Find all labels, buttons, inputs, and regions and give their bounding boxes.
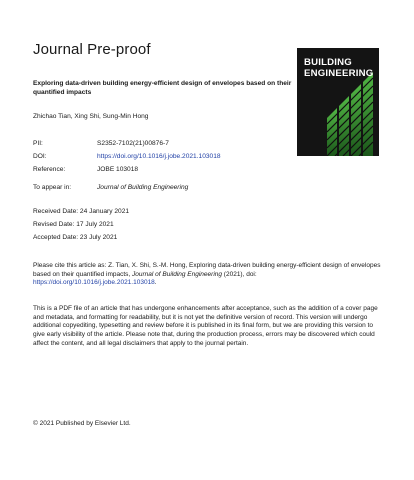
citation-paragraph <box>33 262 381 288</box>
accepted-date: Accepted Date: 23 July 2021 <box>33 234 118 241</box>
cover-title-line2: ENGINEERING <box>304 67 374 79</box>
journal-header: Journal Pre-proof <box>33 41 151 58</box>
appear-in-journal: Journal of Building Engineering <box>97 184 189 191</box>
cover-title <box>304 58 373 79</box>
article-title: Exploring data-driven building energy-efficient design of envelopes based on their quantified impacts <box>33 80 292 96</box>
citation-suffix: . <box>154 279 157 287</box>
citation-middle: (2021), doi: <box>222 270 257 278</box>
appear-in-label: To appear in: <box>33 184 72 191</box>
author-list: Zhichao Tian, Xing Shi, Sung-Min Hong <box>33 113 149 120</box>
cover-title-line1: BUILDING <box>304 57 352 68</box>
citation-journal: Journal of Building Engineering <box>132 270 222 278</box>
copyright-notice: © 2021 Published by Elsevier Ltd. <box>33 420 131 427</box>
reference-value: JOBE 103018 <box>97 166 139 173</box>
doi-link[interactable]: https://doi.org/10.1016/j.jobe.2021.103018 <box>97 153 221 160</box>
pdf-notice-paragraph: This is a PDF file of an article that has undergone enhancements after acceptance, such as the addition of a cover page and metadata, and formatting for readability, but it is not yet the definitive version of record. This version will undergo additional copyediting, typesetting and review before it is published in its final form, but we are providing this version to give early visibility of the article. Please note that, during the production process, errors may be discovered which could affect the content, and all legal disclaimers that apply to the journal pertain. <box>33 305 378 347</box>
journal-cover-image <box>297 48 379 156</box>
doi-label: DOI: <box>33 153 47 160</box>
citation-prefix: Please cite this article as: Z. Tian, X. Shi, S.-M. Hong, Exploring data-driven building energy-efficient design of envelopes based on their quantified impacts, <box>33 262 381 278</box>
revised-date: Revised Date: 17 July 2021 <box>33 221 114 228</box>
received-date: Received Date: 24 January 2021 <box>33 208 130 215</box>
citation-doi-link[interactable]: https://doi.org/10.1016/j.jobe.2021.103018 <box>33 279 155 287</box>
pii-label: PII: <box>33 140 43 147</box>
reference-label: Reference: <box>33 166 66 173</box>
pii-value: S2352-7102(21)00876-7 <box>97 140 169 147</box>
